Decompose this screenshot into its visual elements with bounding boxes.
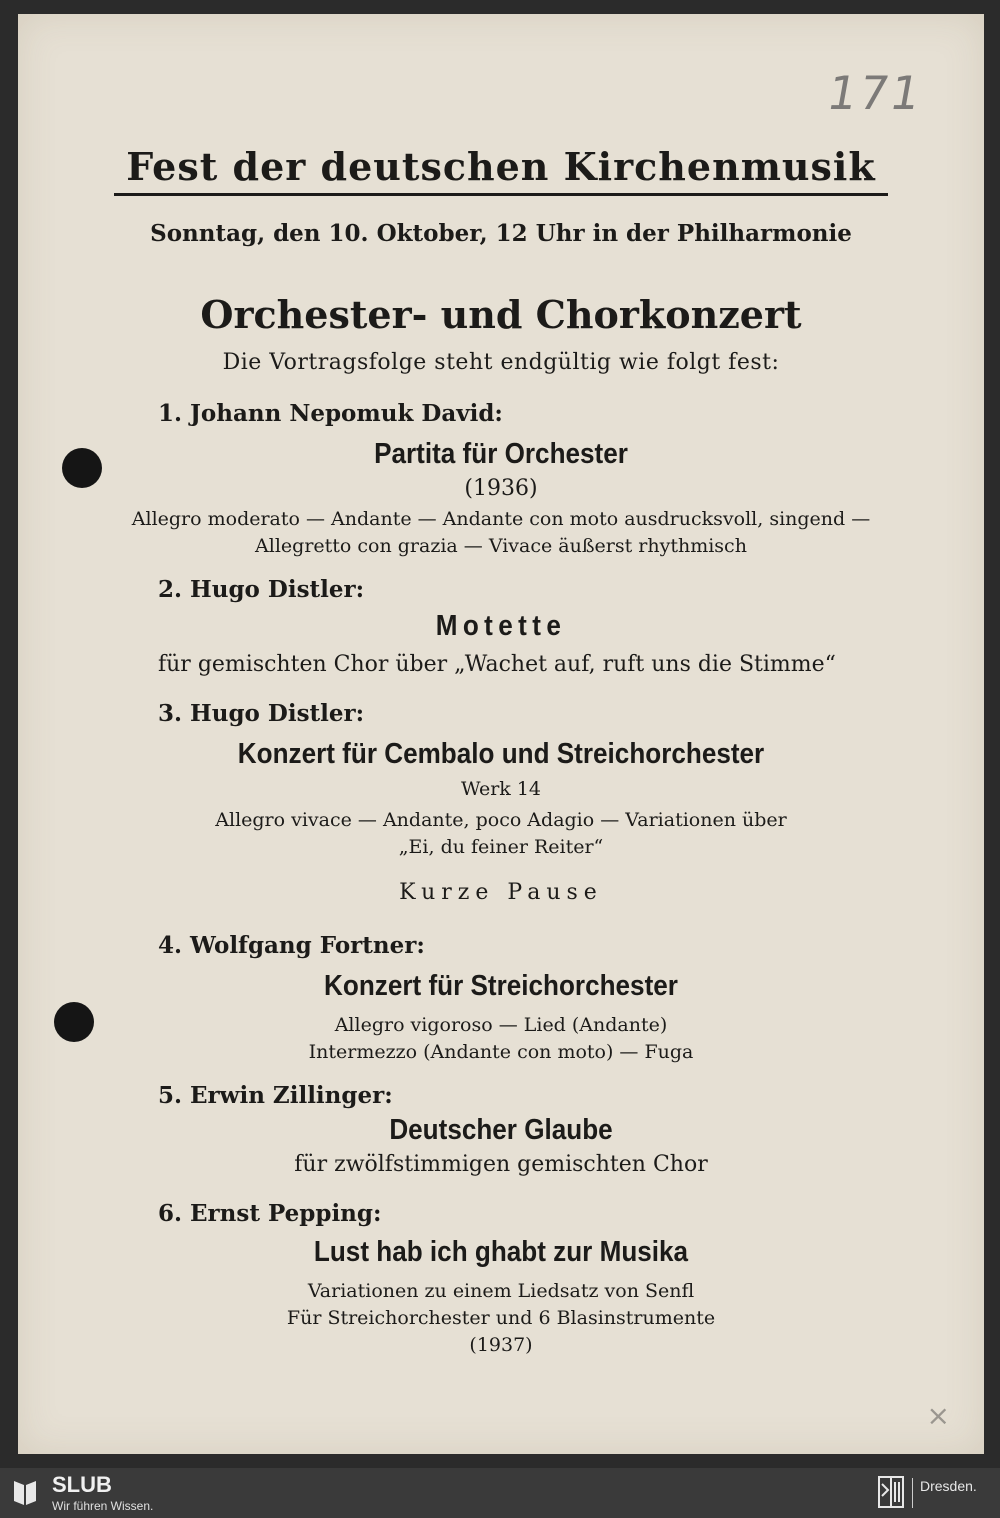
composer-1: 1. Johann Nepomuk David: xyxy=(158,400,503,427)
composer-2: 2. Hugo Distler: xyxy=(158,576,365,603)
opus-3: Werk 14 xyxy=(460,778,542,800)
work-title-4: Konzert für Streichorchester xyxy=(324,970,678,1002)
movements-4b: Intermezzo (Andante con moto) — Fuga xyxy=(308,1041,694,1063)
pencil-mark: × xyxy=(926,1399,950,1432)
intermission: Kurze Pause xyxy=(399,880,603,905)
page-number-annotation: 171 xyxy=(823,66,927,120)
date-line: Sonntag, den 10. Oktober, 12 Uhr in der Philharmonie xyxy=(150,220,852,247)
work-year-1: (1936) xyxy=(464,476,538,501)
city-crest-icon xyxy=(878,1476,904,1508)
composer-6: 6. Ernst Pepping: xyxy=(158,1200,382,1227)
movements-1b: Allegretto con grazia — Vivace äußerst rhythmisch xyxy=(255,535,747,557)
footer-brand: SLUB xyxy=(52,1472,112,1497)
footer-bar xyxy=(0,1468,1000,1518)
work-title-3: Konzert für Cembalo und Streichorchester xyxy=(237,738,765,770)
movements-3b: „Ei, du feiner Reiter“ xyxy=(398,836,604,858)
work-year-6: (1937) xyxy=(469,1334,533,1356)
movements-1a: Allegro moderato — Andante — Andante con moto ausdrucksvoll, singend — xyxy=(131,508,871,530)
work-detail-6a: Variationen zu einem Liedsatz von Senfl xyxy=(307,1280,695,1302)
footer-city: Dresden. xyxy=(920,1478,977,1494)
footer-divider xyxy=(912,1478,913,1508)
document-title: Fest der deutschen Kirchenmusik xyxy=(18,144,984,196)
composer-5: 5. Erwin Zillinger: xyxy=(158,1082,393,1109)
work-title-2: Motette xyxy=(435,610,567,642)
movements-4a: Allegro vigoroso — Lied (Andante) xyxy=(334,1014,668,1036)
library-logo-icon xyxy=(12,1477,38,1507)
composer-4: 4. Wolfgang Fortner: xyxy=(158,932,425,959)
movements-3a: Allegro vivace — Andante, poco Adagio — Variationen über xyxy=(215,809,787,831)
work-title-5: Deutscher Glaube xyxy=(389,1114,613,1146)
concert-title: Orchester- und Chorkonzert xyxy=(200,292,802,337)
intro-text: Die Vortragsfolge steht endgültig wie folgt fest: xyxy=(222,350,780,375)
work-title-1: Partita für Orchester xyxy=(374,438,628,470)
work-detail-6b: Für Streichorchester und 6 Blasinstrumente xyxy=(286,1307,716,1329)
work-title-6: Lust hab ich ghabt zur Musika xyxy=(313,1236,689,1268)
document-page xyxy=(18,14,984,1454)
work-detail-2: für gemischten Chor über „Wachet auf, ruft uns die Stimme“ xyxy=(158,652,836,677)
work-detail-5: für zwölfstimmigen gemischten Chor xyxy=(294,1152,708,1177)
composer-3: 3. Hugo Distler: xyxy=(158,700,365,727)
footer-slogan: Wir führen Wissen. xyxy=(52,1499,154,1513)
